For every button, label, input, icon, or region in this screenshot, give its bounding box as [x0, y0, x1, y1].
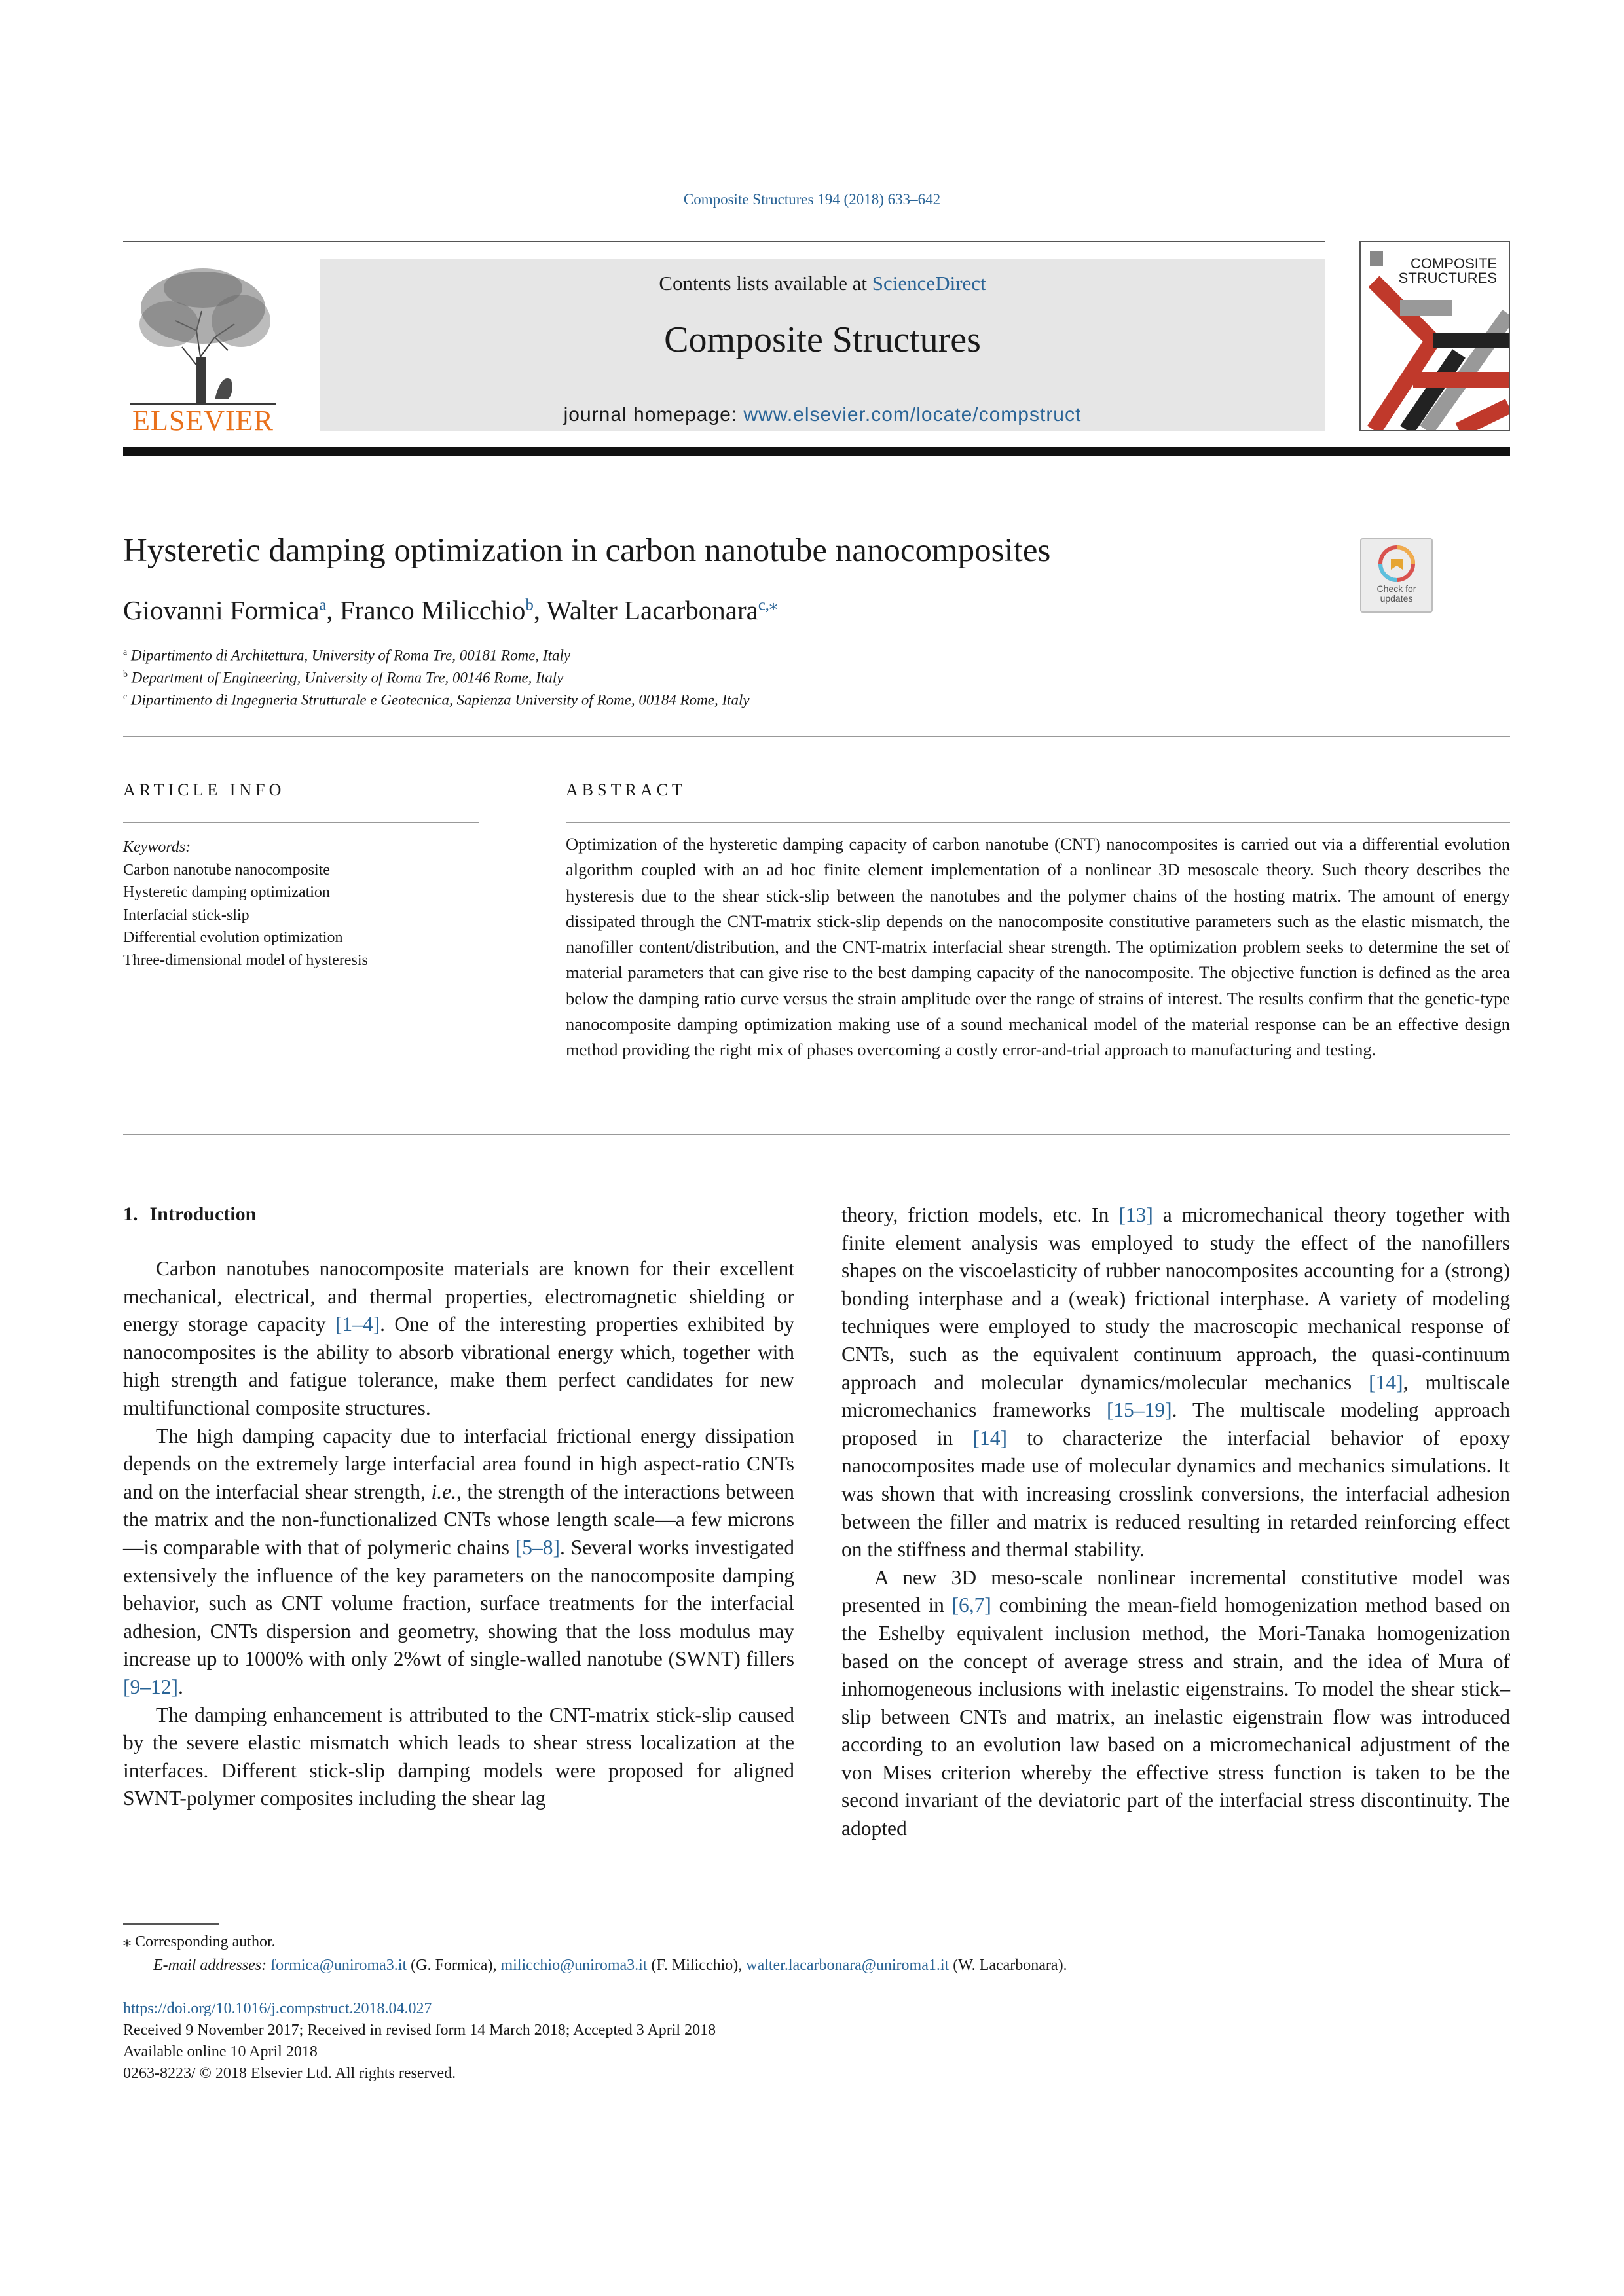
citation-link[interactable]: [6,7] [951, 1594, 991, 1617]
paragraph: Carbon nanotubes nanocomposite materials are known for their excellent mechanical, electrical, and thermal properties, electromagnetic shielding or energy storage capacity [1–4]. One of the interesting properties exhibited by nanocomposites is the ability to absorb vibrational energy which, together with high strength and fatigue tolerance, make them perfect candidates for new multifunctional composite structures. [123, 1257, 794, 1419]
keyword-item: Differential evolution optimization [123, 929, 343, 946]
author-affil-mark[interactable]: b [525, 596, 534, 614]
homepage-link[interactable]: www.elsevier.com/locate/compstruct [743, 404, 1082, 426]
citation-link[interactable]: [14] [1369, 1370, 1403, 1394]
author-list: Giovanni Formica$^a$, Franco Milicchio$^b$, Walter Lacarbonara$^{c,⁎}$ [123, 595, 778, 625]
body-column-left [123, 1255, 794, 1813]
svg-text:ELSEVIER: ELSEVIER [132, 405, 274, 437]
elsevier-tree-icon [123, 259, 283, 437]
abstract-heading: ABSTRACT [566, 780, 686, 799]
paragraph: A new 3D meso-scale nonlinear incremental constitutive model was presented in [6,7] combining the mean-field homogenization method based on the Eshelby equivalent inclusion method, the Mori-Tanaka homogenization based on the concept of average stress and strain, and the idea of Mura of inhomogeneous inclusions with inelastic eigenstrains. To model the shear stick–slip between CNTs and matrix, an inelastic eigenstrain flow was introduced according to an evolution law based on a micromechanical adjustment of the von Mises criterion whereby the effective stress function is taken to be the second invariant of the deviatoric part of the interfacial stress discontinuity. The adopted [841, 1565, 1510, 1840]
article-title: Hysteretic damping optimization in carbon nanotube nanocomposites [123, 532, 1051, 569]
keywords-block [123, 836, 368, 972]
check-updates-icon [1378, 545, 1416, 583]
homepage-label: journal homepage: [563, 404, 744, 426]
paragraph: The damping enhancement is attributed to the CNT-matrix stick-slip caused by the severe elastic mismatch which leads to shear stress localization at the interfaces. Different stick-slip damping models were proposed for aligned SWNT-polymer composites including the shear lag [123, 1703, 794, 1810]
cover-pattern-icon [1361, 242, 1509, 430]
header-top-rule [123, 241, 1325, 242]
contents-line [320, 272, 1325, 295]
doi-link[interactable]: https://doi.org/10.1016/j.compstruct.2018.04.027 [123, 2000, 432, 2017]
copyright: 0263-8223/ © 2018 Elsevier Ltd. All rights reserved. [123, 2065, 456, 2082]
affiliation-rule [123, 736, 1510, 737]
journal-name: Composite Structures [664, 319, 981, 360]
author-name[interactable]: Walter Lacarbonara [546, 595, 758, 625]
elsevier-logo [123, 259, 283, 437]
journal-cover-thumbnail[interactable] [1359, 241, 1510, 431]
received-dates: Received 9 November 2017; Received in revised form 14 March 2018; Accepted 3 April 2018 [123, 2022, 716, 2039]
abstract-bottom-rule [123, 1134, 1510, 1135]
affiliation: $^c$ Dipartimento di Ingegneria Strutturale e Geotecnica, Sapienza University of Rome, 00184 Rome, Italy [123, 691, 750, 708]
corresponding-author-note: ⁎ Corresponding author. [123, 1933, 276, 1950]
keyword-item: Three-dimensional model of hysteresis [123, 951, 368, 969]
paragraph: theory, friction models, etc. In [13] a micromechanical theory together with finite element analysis was employed to study the effect of the nanofillers shapes on the viscoelasticity of rubber nanocomposites accounting for a (strong) bonding interphase and a (weak) frictional interphase. A variety of modeling techniques were employed to study the macroscopic mechanical response of CNTs, such as the equivalent continuum approach, the quasi-continuum approach and molecular dynamics/molecular mechanics [14], multiscale micromechanics frameworks [15–19]. The multiscale modeling approach proposed in [14] to characterize the interfacial behavior of epoxy nanocomposites made use of molecular dynamics and mechanics simulations. It was shown that with increasing crosslink conversions, the interfacial adhesion between the filler and matrix is reduced resulting in retarded reinforcing effect on the stiffness and thermal stability. [841, 1203, 1511, 1561]
check-updates-label: Check for updates [1376, 583, 1416, 604]
article-info-heading: ARTICLE INFO [123, 780, 286, 799]
email-link[interactable]: formica@uniroma3.it [270, 1957, 407, 1974]
citation-link[interactable]: [5–8] [515, 1535, 561, 1559]
article-info-rule [123, 822, 479, 823]
citation-link[interactable]: [14] [972, 1426, 1007, 1449]
citation-link[interactable]: [13] [1118, 1203, 1153, 1226]
email-addresses: E-mail addresses: formica@uniroma3.it (G. Formica), milicchio@uniroma3.it (F. Milicchio), walter.lacarbonara@uniroma1.it (W. Lacarbonara). [153, 1957, 1067, 1974]
citation-link[interactable]: [15–19] [1106, 1398, 1172, 1422]
keywords-label: Keywords: [123, 839, 191, 856]
available-online: Available online 10 April 2018 [123, 2043, 318, 2060]
journal-header-box [320, 259, 1325, 431]
front-matter [123, 1998, 716, 2085]
section-heading-introduction [123, 1203, 256, 1226]
section-number: 1. [123, 1203, 138, 1225]
affiliation: $^a$ Dipartimento di Architettura, University of Roma Tre, 00181 Rome, Italy [123, 647, 571, 664]
author-affil-mark[interactable]: a [319, 596, 327, 614]
author-name[interactable]: Giovanni Formica [123, 595, 320, 625]
keyword-item: Carbon nanotube nanocomposite [123, 861, 330, 879]
journal-homepage [320, 404, 1325, 426]
email-link[interactable]: walter.lacarbonara@uniroma1.it [746, 1957, 950, 1974]
sciencedirect-link[interactable]: ScienceDirect [872, 272, 986, 295]
contents-prefix: Contents lists available at [659, 272, 872, 295]
journal-citation[interactable]: Composite Structures 194 (2018) 633–642 [683, 191, 941, 208]
citation-link[interactable]: [9–12] [123, 1675, 178, 1698]
section-title: Introduction [149, 1203, 257, 1225]
footnote-block [123, 1930, 1067, 1977]
footnote-rule [123, 1923, 219, 1925]
svg-text:COMPOSITE: COMPOSITE [1410, 255, 1497, 272]
abstract-rule [566, 822, 1510, 823]
svg-text:STRUCTURES: STRUCTURES [1398, 270, 1497, 286]
paragraph: The high damping capacity due to interfacial frictional energy dissipation depends on the extremely large interfacial area found in high aspect-ratio CNTs and on the interfacial shear strength, i.e., the strength of the interactions between the matrix and the non-functionalized CNTs whose length scale—a few microns—is comparable with that of polymeric chains [5–8]. Several works investigated extensively the influence of the key parameters on the nanocomposite damping behavior, such as CNT volume fraction, surface treatments for the interfacial adhesion, CNTs dispersion and geometry, showing that the loss modulus may increase up to 1000% with only 2%wt of single-walled nanotube (SWNT) fillers [9–12]. [123, 1424, 794, 1698]
abstract-text: Optimization of the hysteretic damping capacity of carbon nanotube (CNT) nanocomposites is carried out via a differential evolution algorithm coupled with an ad hoc finite element implementation of a nonlinear 3D mesoscale theory. Such theory describes the hysteresis due to the shear stick-slip between the nanotubes and the polymer chains of the hosting matrix. The amount of energy dissipated through the CNT-matrix stick-slip depends on the nanocomposite constitutive parameters such as the elastic mismatch, the nanofiller content/distribution, and the CNT-matrix interfacial shear strength. The optimization problem seeks to determine the set of material parameters that can give rise to the best damping capacity of the nanocomposite. The objective function is defined as the area below the damping ratio curve versus the strain amplitude over the range of strains of interest. The results confirm that the genetic-type nanocomposite damping optimization making use of a sound mechanical model of the material response can be an effective design method providing the right mix of phases overcoming a costly error-and-trial approach to manufacturing and testing. [566, 834, 1510, 1060]
check-for-updates-button[interactable] [1360, 538, 1433, 613]
author-affil-mark[interactable]: c,⁎ [758, 596, 778, 614]
author-name[interactable]: Franco Milicchio [339, 595, 526, 625]
body-column-right [841, 1201, 1510, 1843]
citation-link[interactable]: [1–4] [335, 1313, 380, 1336]
header-thick-rule [123, 447, 1510, 456]
keyword-item: Interfacial stick-slip [123, 906, 249, 924]
keyword-item: Hysteretic damping optimization [123, 884, 330, 901]
email-label: E-mail addresses: [153, 1957, 271, 1974]
email-link[interactable]: milicchio@uniroma3.it [500, 1957, 648, 1974]
affiliation: $^b$ Department of Engineering, University of Roma Tre, 00146 Rome, Italy [123, 669, 564, 686]
